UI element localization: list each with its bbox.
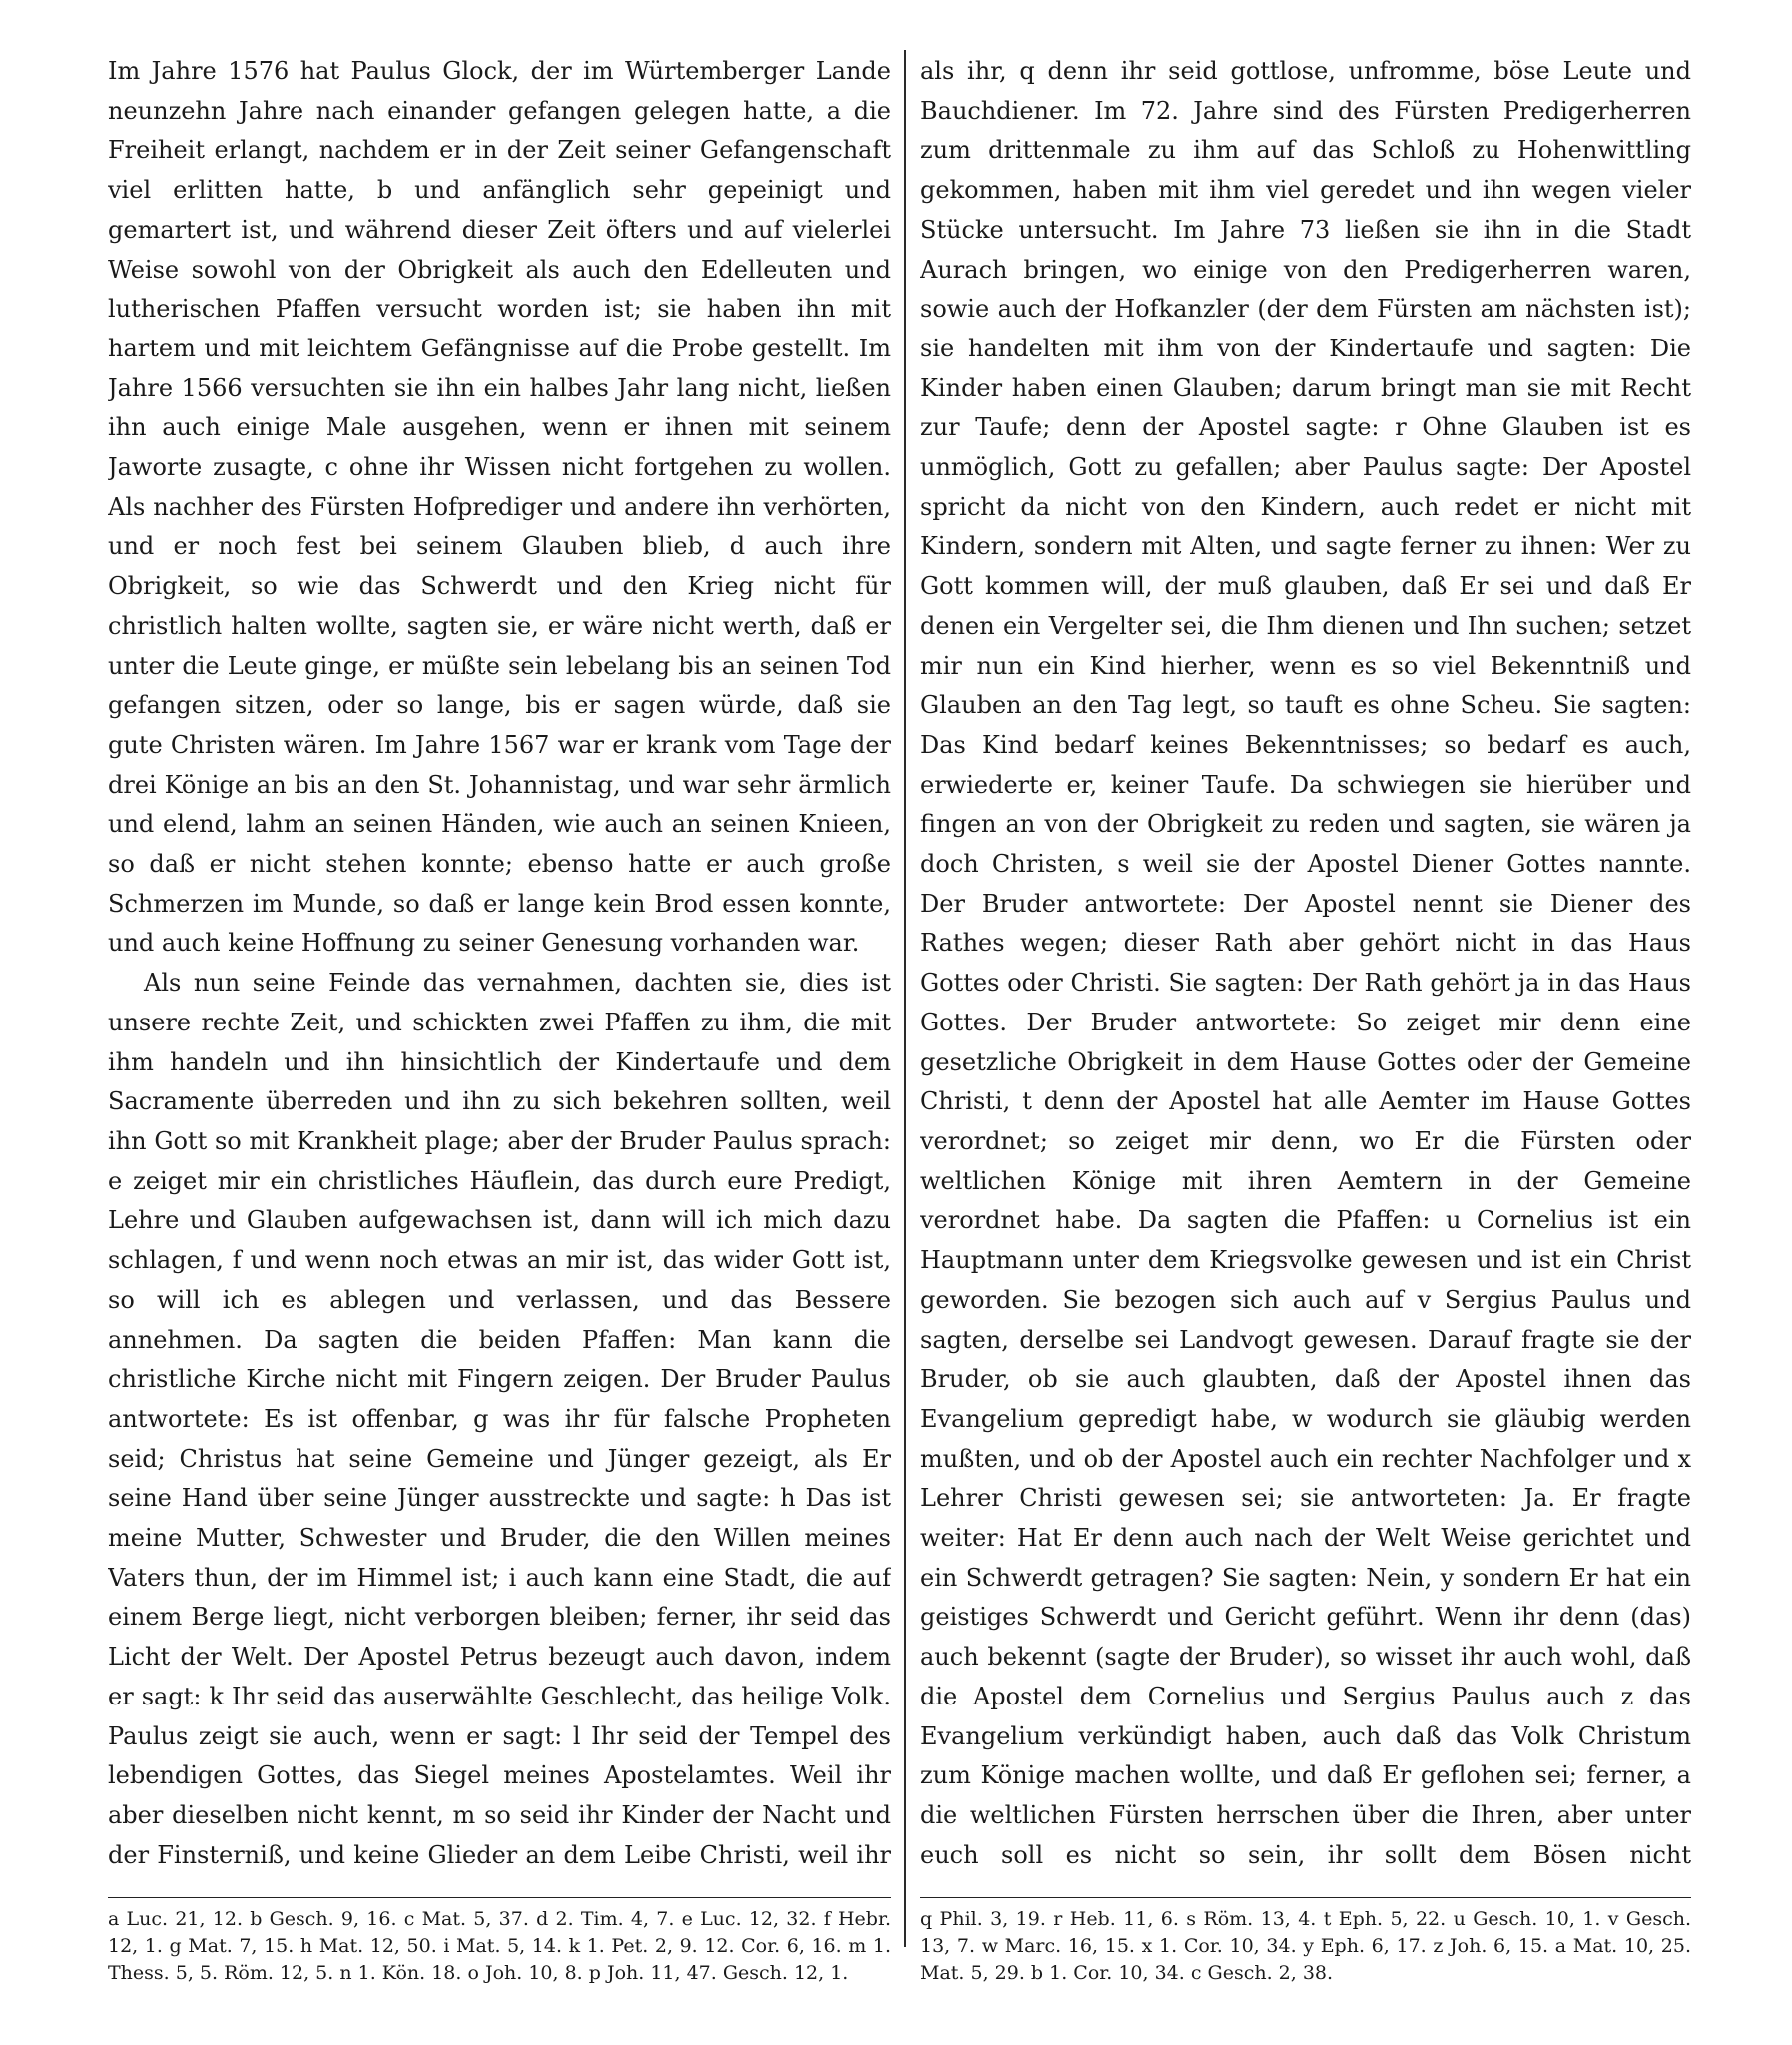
right-body-text [920,52,1691,1879]
left-column [108,52,891,1990]
left-body-text [108,52,891,1879]
right-column [920,52,1691,1990]
left-footnotes: a Luc. 21, 12. b Gesch. 9, 16. c Mat. 5, 37. d 2. Tim. 4, 7. e Luc. 12, 32. f Hebr. 12, 1. g Mat. 7, 15. h Mat. 12, 50. i Mat. 5, 14. k 1. Pet. 2, 9. 12. Cor. 6, 16. m 1. Thess. 5, 5. Röm. 12, 5. n 1. Kön. 18. o Joh. 10, 8. p Joh. 11, 47. Gesch. 12, 1. [108,1908,891,1984]
footnote-rule [920,1897,1691,1898]
column-divider [904,50,906,1947]
footnote-rule [108,1897,891,1898]
paragraph: als ihr, q denn ihr seid gottlose, unfromme, böse Leute und Bauchdiener. Im 72. Jahre sind des Fürsten Predigerherren zum drittenmale zu ihm auf das Schloß zu Hohenwittling gekommen, haben mit ihm viel geredet und ihn wegen vieler Stücke untersucht. Im Jahre 73 ließen sie ihn in die Stadt Aurach bringen, wo einige von den Predigerherren waren, sowie auch der Hofkanzler (der dem Fürsten am nächsten ist); sie handelten mit ihm von der Kindertaufe und sagten: Die Kinder haben einen Glauben; darum bringt man sie mit Recht zur Taufe; denn der Apostel sagte: r Ohne Glauben ist es unmöglich, Gott zu gefallen; aber Paulus sagte: Der Apostel spricht da nicht von den Kindern, auch redet er nicht mit Kindern, sondern mit Alten, und sagte ferner zu ihnen: Wer zu Gott kommen will, der muß glauben, daß Er sei und daß Er denen ein Vergelter sei, die Ihm dienen und Ihn suchen; setzet mir nun ein Kind hierher, wenn es so viel Bekenntniß und Glauben an den Tag legt, so tauft es ohne Scheu. Sie sagten: Das Kind bedarf keines Bekenntnisses; so bedarf es auch, erwiederte er, keiner Taufe. Da schwiegen sie hierüber und fingen an von der Obrigkeit zu reden und sagten, sie wären ja doch Christen, s weil sie der Apostel Diener Gottes nannte. Der Bruder antwortete: Der Apostel nennt sie Diener des Rathes wegen; dieser Rath aber gehört nicht in das Haus Gottes oder Christi. Sie sagten: Der Rath gehört ja in das Haus Gottes. Der Bruder antwortete: So zeiget mir denn eine gesetzliche Obrigkeit in dem Hause Gottes oder der Gemeine Christi, t denn der Apostel hat alle Aemter im Hause Gottes verordnet; so zeiget mir denn, wo Er die Fürsten oder weltlichen Könige mit ihren Aemtern in der Gemeine verordnet habe. Da sagten die Pfaffen: u Cornelius ist ein Hauptmann unter dem Kriegsvolke gewesen und ist ein Christ geworden. Sie bezogen sich auch auf v Sergius Paulus und sagten, derselbe sei Landvogt gewesen. Darauf fragte sie der Bruder, ob sie auch glaubten, daß der Apostel ihnen das Evangelium gepredigt habe, w wodurch sie gläubig werden mußten, und ob der Apostel auch ein rechter Nachfolger und x Lehrer Christi gewesen sei; sie antworteten: Ja. Er fragte weiter: Hat Er denn auch nach der Welt Weise gerichtet und ein Schwerdt getragen? Sie sagten: Nein, y sondern Er hat ein geistiges Schwerdt und Gericht geführt. Wenn ihr denn (das) auch bekennt (sagte der Bruder), so wisset ihr auch wohl, daß die Apostel dem Cornelius und Sergius Paulus auch z das Evangelium verkündigt haben, auch daß das Volk Christum zum Könige machen wollte, und daß Er geflohen sei; ferner, a die weltlichen Fürsten herrschen über die Ihren, aber unter euch soll es nicht so sein, ihr sollt dem Bösen nicht [920,57,1691,1869]
paragraph: Im Jahre 1576 hat Paulus Glock, der im Würtemberger Lande neunzehn Jahre nach einander gefangen gelegen hatte, a die Freiheit erlangt, nachdem er in der Zeit seiner Gefangenschaft viel erlitten hatte, b und anfänglich sehr gepeinigt und gemartert ist, und während dieser Zeit öfters und auf vielerlei Weise sowohl von der Obrigkeit als auch den Edelleuten und lutherischen Pfaffen versucht worden ist; sie haben ihn mit hartem und mit leichtem Gefängnisse auf die Probe gestellt. Im Jahre 1566 versuchten sie ihn ein halbes Jahr lang nicht, ließen ihn auch einige Male ausgehen, wenn er ihnen mit seinem Jaworte zusagte, c ohne ihr Wissen nicht fortgehen zu wollen. Als nachher des Fürsten Hofprediger und andere ihn verhörten, und er noch fest bei seinem Glauben blieb, d auch ihre Obrigkeit, so wie das Schwerdt und den Krieg nicht für christlich halten wollte, sagten sie, er wäre nicht werth, daß er unter die Leute ginge, er müßte sein lebelang bis an seinen Tod gefangen sitzen, oder so lange, bis er sagen würde, daß sie gute Christen wären. Im Jahre 1567 war er krank vom Tage der drei Könige an bis an den St. Johannistag, und war sehr ärmlich und elend, lahm an seinen Händen, wie auch an seinen Knieen, so daß er nicht stehen konnte; ebenso hatte er auch große Schmerzen im Munde, so daß er lange kein Brod essen konnte, und auch keine Hoffnung zu seiner Genesung vorhanden war. [108,57,891,958]
paragraph: Als nun seine Feinde das vernahmen, dachten sie, dies ist unsere rechte Zeit, und schickten zwei Pfaffen zu ihm, die mit ihm handeln und ihn hinsichtlich der Kindertaufe und dem Sacramente überreden und ihn zu sich bekehren sollten, weil ihn Gott so mit Krankheit plage; aber der Bruder Paulus sprach: e zeiget mir ein christliches Häuflein, das durch eure Predigt, Lehre und Glauben aufgewachsen ist, dann will ich mich dazu schlagen, f und wenn noch etwas an mir ist, das wider Gott ist, so will ich es ablegen und verlassen, und das Bessere annehmen. Da sagten die beiden Pfaffen: Man kann die christliche Kirche nicht mit Fingern zeigen. Der Bruder Paulus antwortete: Es ist offenbar, g was ihr für falsche Propheten seid; Christus hat seine Gemeine und Jünger gezeigt, als Er seine Hand über seine Jünger ausstreckte und sagte: h Das ist meine Mutter, Schwester und Bruder, die den Willen meines Vaters thun, der im Himmel ist; i auch kann eine Stadt, die auf einem Berge liegt, nicht verborgen bleiben; ferner, ihr seid das Licht der Welt. Der Apostel Petrus bezeugt auch davon, indem er sagt: k Ihr seid das auserwählte Geschlecht, das heilige Volk. Paulus zeigt sie auch, wenn er sagt: l Ihr seid der Tempel des lebendigen Gottes, das Siegel meines Apostelamtes. Weil ihr aber dieselben nicht kennt, m so seid ihr Kinder der Nacht und der Finsterniß, und keine Glieder an dem Leibe Christi, weil ihr [108,969,891,1869]
right-footnotes: q Phil. 3, 19. r Heb. 11, 6. s Röm. 13, 4. t Eph. 5, 22. u Gesch. 10, 1. v Gesch. 13, 7. w Marc. 16, 15. x 1. Cor. 10, 34. y Eph. 6, 17. z Joh. 6, 15. a Mat. 10, 25. Mat. 5, 29. b 1. Cor. 10, 34. c Gesch. 2, 38. [920,1908,1691,1984]
